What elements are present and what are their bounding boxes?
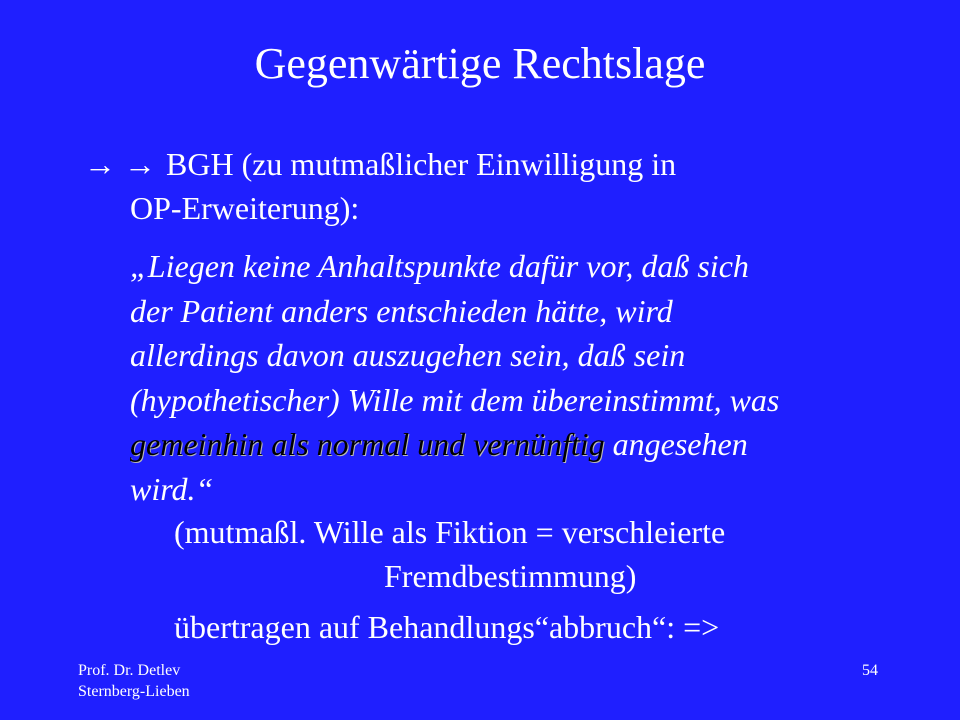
bullet-line-2: OP-Erweiterung): bbox=[130, 190, 360, 226]
quote-line-6: wird.“ bbox=[130, 470, 214, 507]
footer-author bbox=[78, 660, 190, 702]
slide-title: Gegenwärtige Rechtslage bbox=[254, 39, 706, 88]
quote-line-5 bbox=[130, 422, 890, 467]
quote-line-5-rest: angesehen bbox=[604, 426, 748, 462]
author-line-2: Sternberg-Lieben bbox=[78, 683, 190, 700]
quote-line-4: (hypothetischer) Wille mit dem übereinstimmt, was bbox=[130, 381, 780, 418]
quote-line-2: der Patient anders entschieden hätte, wird bbox=[130, 292, 673, 329]
quote-line-1: „Liegen keine Anhaltspunkte dafür vor, daß sich bbox=[130, 248, 749, 284]
transfer-line: übertragen auf Behandlungs“abbruch“: => bbox=[174, 609, 720, 645]
fiction-note bbox=[0, 510, 960, 598]
bullet-bgh bbox=[84, 142, 884, 230]
double-arrow-icon: → → bbox=[84, 146, 156, 182]
bullet-line-1: BGH (zu mutmaßlicher Einwilligung in bbox=[166, 146, 677, 182]
author-line-1: Prof. Dr. Detlev bbox=[78, 662, 181, 679]
quote-line-3: allerdings davon auszugehen sein, daß sein bbox=[130, 337, 686, 373]
note-line-2: Fremdbestimmung) bbox=[384, 558, 637, 594]
bgh-quote bbox=[130, 244, 890, 511]
quote-highlight: gemeinhin als normal und vernünftig bbox=[130, 426, 605, 462]
note-line-1: (mutmaßl. Wille als Fiktion = verschleierte bbox=[174, 514, 726, 550]
page-number: 54 bbox=[862, 662, 878, 679]
